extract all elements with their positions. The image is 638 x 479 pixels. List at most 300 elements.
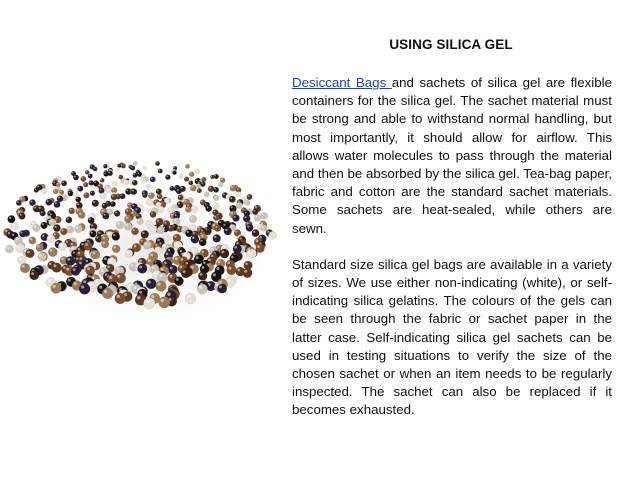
bead [200,181,205,186]
bead [112,181,117,186]
bead-highlight [104,290,107,293]
bead-highlight [103,242,105,244]
bead-highlight [221,251,224,254]
bead-highlight [175,187,176,188]
bead [170,186,175,191]
bead-highlight [248,195,250,197]
bead [148,192,154,198]
bead [141,230,149,238]
bead-highlight [180,175,181,176]
bead-highlight [66,240,68,242]
bead-highlight [253,231,255,233]
bead-highlight [186,207,188,209]
bead [176,188,182,194]
bead-highlight [167,245,169,247]
bead [75,197,81,203]
bead-highlight [78,248,81,251]
bead [11,222,19,230]
bead-highlight [174,167,175,168]
bead-highlight [126,189,128,191]
bead-highlight [166,253,169,256]
bead-highlight [214,204,216,206]
bead-highlight [135,208,137,210]
bead [198,272,207,281]
bead [16,200,21,205]
bead-highlight [213,273,216,276]
bead-highlight [198,189,199,190]
bead-highlight [150,253,153,256]
bead-highlight [60,191,61,192]
bead-highlight [207,207,209,209]
bead [112,232,120,240]
bead-highlight [138,219,140,221]
bead-highlight [158,195,160,197]
bead [190,185,196,191]
bead-highlight [223,224,225,226]
bead-highlight [133,229,135,231]
bead [155,161,159,165]
bead-highlight [54,264,57,267]
bead-highlight [159,170,160,171]
bead-highlight [156,162,157,163]
bead [141,177,146,182]
bead-highlight [128,203,130,205]
bead-highlight [98,232,100,234]
bead-highlight [94,168,95,169]
bead-highlight [62,229,64,231]
bead-highlight [79,212,81,214]
body-text [292,74,612,420]
bead [83,192,89,198]
bead-highlight [56,242,58,244]
bead-highlight [150,227,152,229]
bead-highlight [47,217,49,219]
bead-highlight [19,257,22,260]
bead-highlight [197,184,198,185]
bead [41,188,47,194]
bead [116,221,124,229]
bead [34,188,39,193]
bead-highlight [17,245,20,248]
bead [224,227,232,235]
bead [5,245,13,253]
bead-highlight [174,235,176,237]
bead-highlight [228,267,231,270]
bead [178,195,183,200]
bead-highlight [219,285,222,288]
bead-highlight [199,286,202,289]
bead-highlight [255,216,257,218]
bead-highlight [256,239,259,242]
bead-highlight [213,224,215,226]
bead-highlight [139,259,142,262]
bead-highlight [213,211,215,213]
bead-highlight [186,165,187,166]
bead-highlight [270,233,272,235]
bead-highlight [60,244,63,247]
bead-highlight [234,216,236,218]
bead [143,242,151,250]
bead [53,224,60,231]
bead [71,267,80,276]
bead [132,180,137,185]
bead-highlight [244,216,246,218]
bead-highlight [83,280,86,283]
bead [189,215,196,222]
bead [214,174,219,179]
bead [236,191,241,196]
bead [149,226,157,234]
bead-highlight [166,176,168,178]
bead-highlight [131,166,132,167]
bead-highlight [227,279,230,282]
bead-highlight [71,247,74,250]
bead-highlight [79,261,82,264]
bead [112,245,120,253]
bead-highlight [41,211,43,213]
bead-highlight [209,187,211,189]
bead-highlight [108,171,110,173]
bead [189,181,194,186]
bead-highlight [192,236,195,239]
bead-highlight [35,188,37,190]
bead-highlight [245,211,247,213]
bead-highlight [81,243,84,246]
bead [117,164,121,168]
bead-highlight [133,181,135,183]
bead-highlight [57,183,58,184]
bead [146,184,151,189]
bead-highlight [173,171,174,172]
bead-highlight [39,254,42,257]
bead [101,240,109,248]
bead-highlight [238,200,240,202]
bead-highlight [198,182,199,183]
bead [137,264,147,274]
bead-highlight [148,200,150,202]
bead [157,226,165,234]
bead-highlight [104,172,105,173]
bead-highlight [78,187,80,189]
bead [214,225,221,232]
bead-highlight [12,224,14,226]
bead-highlight [53,285,56,288]
bead-highlight [126,224,128,226]
bead-highlight [86,171,87,172]
bead-highlight [134,162,135,163]
bead-highlight [151,212,153,214]
bead [156,189,162,195]
bead-highlight [201,235,203,237]
bead-highlight [37,185,39,187]
bead-highlight [55,202,57,204]
bead-highlight [227,261,230,264]
bead-highlight [136,171,137,172]
bead [232,215,239,222]
bead-highlight [169,226,171,228]
bead [213,203,220,210]
bead [191,235,199,243]
bead-highlight [244,270,247,273]
bead-highlight [126,209,128,211]
bead-highlight [201,250,204,253]
bead [233,244,242,253]
bead [73,175,79,181]
bead-highlight [93,252,96,255]
bead [85,170,89,174]
bead [66,256,75,265]
bead-highlight [56,217,58,219]
bead-highlight [22,265,25,268]
bead [53,189,58,194]
bead [213,187,219,193]
bead [254,214,261,221]
bead-highlight [58,197,60,199]
bead-highlight [99,286,102,289]
bead-highlight [159,207,161,209]
bead [185,165,189,169]
bead [90,191,95,196]
bead-highlight [149,194,151,196]
bead-highlight [190,217,192,219]
bead-highlight [201,201,203,203]
bead-highlight [205,203,207,205]
bead-highlight [187,231,189,233]
bead-highlight [231,256,234,259]
bead [217,284,227,294]
bead-highlight [191,186,193,188]
bead-highlight [180,258,183,261]
bead-highlight [187,204,189,206]
bead [114,210,120,216]
bead-highlight [219,221,221,223]
bead-highlight [237,192,239,194]
bead-highlight [209,223,211,225]
paragraph-1-text: and sachets of silica gel are flexible containers for the silica gel. The sachet material must be strong and able to withstand normal handling, but most importantly, it should allow for airflow. This allows water molecules to pass through the material and then be absorbed by the silica gel. Tea-bag paper, fabric and cotton are the standard sachet materials. Some sachets are heat-sealed, while others are sewn. [292,75,612,236]
bead-highlight [66,268,69,271]
silica-gel-beads-photo [0,118,282,363]
bead-highlight [42,235,44,237]
bead-highlight [215,226,217,228]
bead-highlight [104,258,107,261]
bead-highlight [247,252,250,255]
paragraph-2: Standard size silica gel bags are available in a variety of sizes. We use either non-indicating (white), or self-indicating silica gelatins. The colours of the gels can be seen through the fabric or sachet paper in the latter case. Self-indicating silica gel sachets can be used in testing situations to verify the size of the chosen sachet or when an item needs to be regularly inspected. The sachet can also be replaced if it becomes exhausted. [292,256,612,418]
bead [143,166,147,170]
bead-highlight [131,264,134,267]
bead [51,283,62,294]
bead-highlight [57,177,59,179]
bead-highlight [142,232,144,234]
bead-highlight [68,279,71,282]
bead-highlight [143,194,145,196]
bead [244,200,250,206]
bead [79,283,90,294]
bead-highlight [72,172,73,173]
bead-highlight [101,194,103,196]
bead-highlight [50,213,52,215]
bead-highlight [185,262,188,265]
bead-highlight [104,165,105,166]
bead [150,211,156,217]
bead [46,199,52,205]
bead-highlight [50,220,52,222]
bead-highlight [190,173,192,175]
bead-highlight [17,201,19,203]
bead-highlight [27,251,30,254]
bead-highlight [90,214,92,216]
bead [102,213,109,220]
bead-highlight [53,181,55,183]
bead [143,298,155,310]
bead-highlight [175,214,177,216]
bead [56,182,61,187]
bead-highlight [84,183,86,185]
bead [220,249,229,258]
bead [165,175,170,180]
bead [52,263,62,273]
bead-highlight [219,183,220,184]
bead [184,177,189,182]
bead [102,203,108,209]
bead-highlight [126,251,128,253]
bead-highlight [48,236,51,239]
bead-highlight [20,214,22,216]
bead-highlight [245,201,247,203]
bead-highlight [170,267,173,270]
bead-highlight [81,177,83,179]
bead-highlight [179,265,182,268]
bead [197,284,207,294]
bead [197,188,202,193]
bead-highlight [117,295,120,298]
bead-highlight [76,198,78,200]
bead-highlight [196,256,199,259]
bead-highlight [108,210,110,212]
bead [29,271,38,280]
bead [89,180,94,185]
bead [19,213,26,220]
bead-highlight [107,188,109,190]
bead-highlight [101,210,103,212]
bead-highlight [148,280,151,283]
bead-highlight [237,203,239,205]
bead [92,200,99,207]
bead [131,189,137,195]
bead [213,215,219,221]
bead-highlight [7,246,9,248]
paragraph-1 [292,74,612,238]
bead [40,210,46,216]
bead-highlight [236,242,239,245]
bead-highlight [100,189,102,191]
bead-highlight [73,251,75,253]
bead-highlight [109,276,112,279]
bead-highlight [73,268,76,271]
bead-highlight [161,299,164,302]
bead-highlight [81,285,84,288]
bead-highlight [158,228,160,230]
bead-highlight [31,272,34,275]
bead [150,177,156,183]
bead [58,242,67,251]
bead-highlight [20,231,22,233]
bead-highlight [30,201,32,203]
bead-highlight [55,226,57,228]
bead-highlight [30,238,32,240]
bead-highlight [202,178,203,179]
bead-highlight [177,189,179,191]
bead-highlight [101,269,104,272]
bead [91,250,100,259]
bead [8,215,16,223]
bead-highlight [253,210,255,212]
bead [194,169,199,174]
bead-highlight [85,193,87,195]
bead [47,235,55,243]
bead-highlight [89,175,90,176]
bead-highlight [112,195,114,197]
bead-highlight [262,214,264,216]
bead-highlight [202,266,205,269]
bead [26,249,35,258]
bead-highlight [231,206,233,208]
bead-highlight [42,223,44,225]
desiccant-bags-link[interactable]: Desiccant Bags [292,75,392,90]
bead-highlight [234,246,237,249]
bead-highlight [211,176,212,177]
bead [247,194,253,200]
bead-highlight [108,232,110,234]
bead-highlight [146,300,150,304]
bead-highlight [205,193,207,195]
bead-highlight [155,248,157,250]
bead-highlight [50,249,53,252]
bead-highlight [227,195,229,197]
bead-highlight [54,190,56,192]
bead-highlight [78,252,81,255]
bead [66,217,72,223]
bead [261,225,268,232]
bead-highlight [245,262,248,265]
bead [142,193,147,198]
bead-highlight [170,187,171,188]
bead-highlight [151,178,153,180]
bead-highlight [267,231,269,233]
bead [125,249,133,257]
bead [227,265,237,275]
bead-highlight [156,203,158,205]
bead-highlight [184,200,186,202]
bead [104,172,109,177]
bead [218,182,223,187]
bead-highlight [101,179,102,180]
bead-highlight [217,246,219,248]
bead-highlight [183,270,186,273]
bead-highlight [21,197,23,199]
bead [185,229,192,236]
bead [77,186,83,192]
bead-highlight [67,258,70,261]
bead [137,218,144,225]
bead-highlight [173,209,175,211]
bead-highlight [54,233,56,235]
bead-highlight [15,238,18,241]
bead-highlight [142,174,143,175]
bead [133,161,137,165]
bead-highlight [164,236,166,238]
bead-highlight [118,164,119,165]
bead [111,194,117,200]
